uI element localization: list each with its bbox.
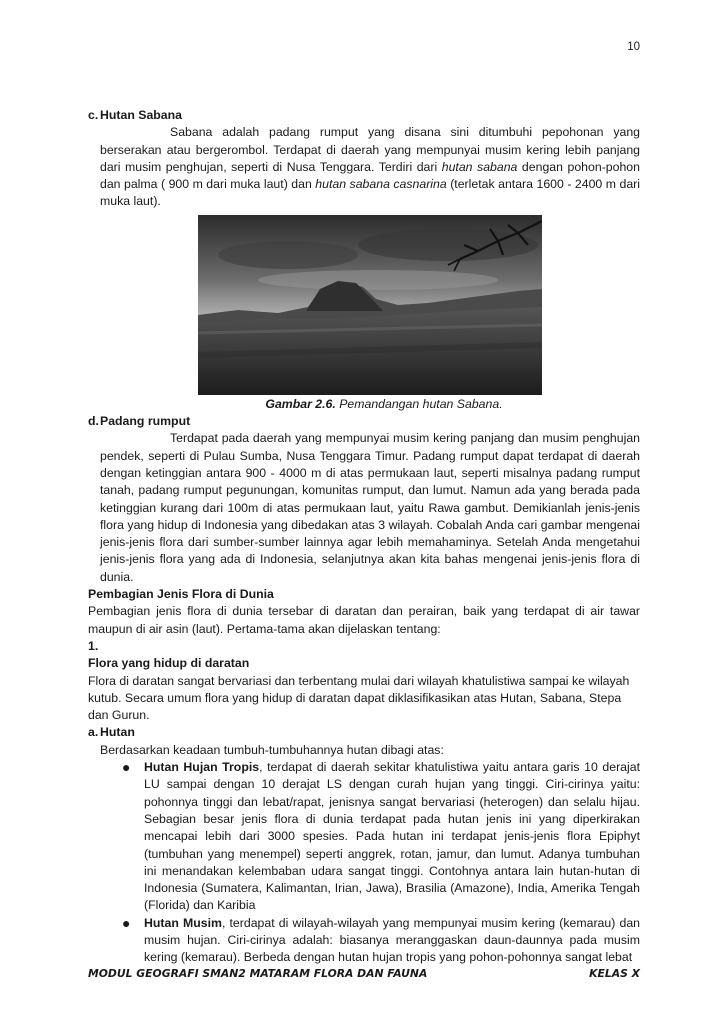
section-d-label: d. — [88, 414, 99, 429]
footer-class: KELAS X — [589, 967, 640, 980]
bullet-icon: ● — [122, 914, 131, 931]
section-c-heading — [88, 107, 640, 124]
pembagian-paragraph: Pembagian jenis flora di dunia tersebar di daratan dan perairan, baik yang terdapat di air tawar maupun di air asin (laut). Pertama-tama akan dijelaskan tentang: — [88, 604, 640, 636]
bullet-icon: ● — [122, 759, 131, 776]
page-number: 10 — [627, 41, 640, 53]
bullet-body: , terdapat di wilayah-wilayah yang mempunyai musim kering (kemarau) dan musim hujan. Ciri-cirinya adalah: biasanya meranggaskan daun-daunnya pada musim kering (kemarau). Berbeda dengan hutan hujan tropis yang pohon-pohonnya sangat lebat — [144, 915, 640, 965]
bullet-term: Hutan Hujan Tropis — [144, 760, 260, 775]
section-c-title: Hutan Sabana — [100, 108, 182, 122]
section-a-heading — [88, 724, 640, 741]
list-item — [122, 759, 640, 915]
subsection-title: Flora yang hidup di daratan — [88, 656, 250, 671]
section-c-em-2: hutan sabana casnarina — [315, 177, 447, 192]
bullet-body: , terdapat di daerah sekitar khatulistiwa yaitu antara garis 10 derajat LU sampai dengan 10 derajat LS dengan curah hujan yang tinggi. Ciri-cirinya yaitu: pohonnya tinggi dan lebat/rapat, jenisnya sangat bervariasi (heterogen) dan selalu hijau. Sebagian besar jenis flora di dunia terdapat pada hutan jenis ini yang diperkirakan mencapai lebih dari 3000 spesies. Pada hutan ini terdapat jenis-jenis flora Epiphyt (tumbuhan yang menempel) seperti anggrek, rotan, jamur, dan lumut. Adanya tumbuhan ini menandakan kelembaban udara sangat tinggi. Contohnya antara lain hutan-hutan di Indonesia (Sumatera, Kalimantan, Irian, Jawa), Brasilia (Amazone), India, Amerika Tengah (Florida) dan Karibia — [144, 760, 640, 913]
subsection-paragraph: Flora di daratan sangat bervariasi dan terbentang mulai dari wilayah khatulistiwa sampai ke wilayah kutub. Secara umum flora yang hidup di daratan dapat diklasifikasikan atas Hutan, Sabana, Stepa dan Gurun. — [88, 673, 630, 723]
page-content — [88, 107, 640, 967]
figure-caption-text: Pemandangan hutan Sabana. — [335, 396, 503, 411]
section-a-title: Hutan — [100, 725, 135, 740]
savanna-landscape-image — [198, 215, 542, 395]
section-c-text-2: dengan pohon-pohon dan palma ( 900 m dari muka laut) dan — [100, 159, 640, 192]
section-c-em-1: hutan sabana — [441, 159, 518, 174]
list-item — [122, 915, 640, 967]
bullet-text — [144, 759, 640, 915]
section-d-paragraph: Terdapat pada daerah yang mempunyai musim kering panjang dan musim penghujan pendek, seperti di Pulau Sumba, Nusa Tenggara Timur. Padang rumput dapat terdapat di daerah dengan ketinggian antara 900 - 4000 m di atas permukaan laut, seperti misalnya padang rumput tanah, padang rumput pegunungan, komunitas rumput, dan lumut. Namun ada yang berada pada ketinggian kurang dari 100m di atas permukaan laut, yaitu Rawa gambut. Demikianlah jenis-jenis flora yang hidup di Indonesia yang dibedakan atas 3 wilayah. Cobalah Anda cari gambar mengenai jenis-jenis flora dari sumber-sumber lainnya agar lebih memahaminya. Setelah Anda mengetahui jenis-jenis flora yang ada di Indonesia, selanjutnya akan kita bahas mengenai jenis-jenis flora di dunia. — [100, 431, 640, 584]
section-a-intro: Berdasarkan keadaan tumbuh-tumbuhannya hutan dibagi atas: — [100, 742, 444, 757]
figure-caption-label: Gambar 2.6. — [265, 396, 336, 411]
section-c-text-1: Sabana adalah padang rumput yang disana sini ditumbuhi pepohonan yang berserakan atau bergerombol. Terdapat di daerah yang mempunyai musim kering lebih panjang dari musim penghujan, seperti di Nusa Tenggara. Terdiri dari — [100, 125, 640, 174]
section-c-label: c. — [88, 108, 99, 122]
page-footer — [88, 967, 640, 980]
section-c-text-3: (terletak antara 1600 - 2400 m dari muka laut). — [100, 177, 640, 209]
section-a-label: a. — [88, 725, 99, 740]
bullet-text — [144, 915, 640, 967]
savanna-photo — [198, 215, 542, 395]
section-d-title: Padang rumput — [100, 414, 191, 429]
subsection-number: 1. — [88, 638, 99, 653]
figure-caption — [128, 396, 640, 413]
pembagian-title: Pembagian Jenis Flora di Dunia — [88, 587, 274, 602]
footer-module-title: MODUL GEOGRAFI SMAN2 MATARAM FLORA DAN FAUNA — [88, 967, 428, 980]
section-d-heading — [88, 413, 640, 430]
bullet-term: Hutan Musim — [144, 915, 222, 930]
section-c-paragraph — [100, 124, 640, 210]
